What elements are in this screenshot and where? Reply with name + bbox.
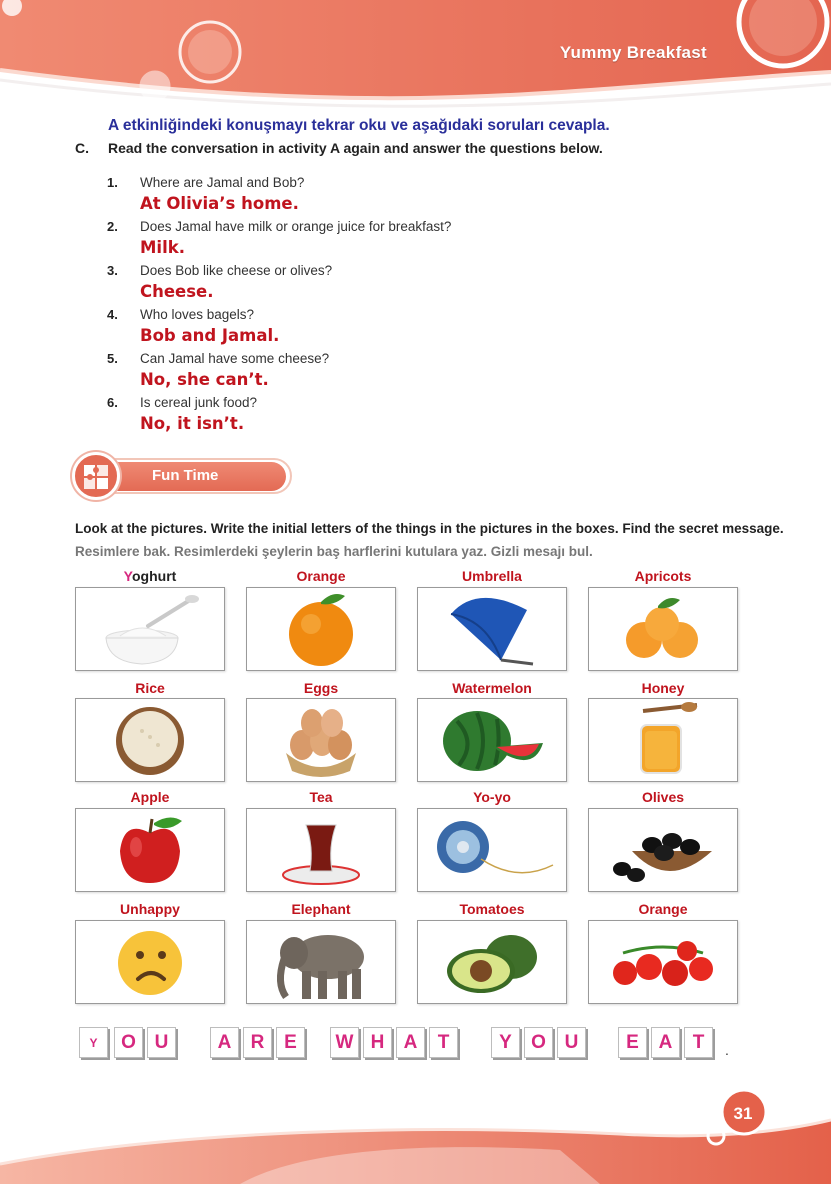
picture-label: Orange — [296, 568, 346, 584]
question-number: 4. — [107, 307, 118, 322]
question-number: 6. — [107, 395, 118, 410]
fun-time-instructions — [75, 517, 831, 563]
question-text: Does Jamal have milk or orange juice for breakfast? — [140, 219, 452, 234]
letter-box: W — [330, 1027, 359, 1058]
answer-text: Cheese. — [140, 282, 214, 301]
initial-letter: Y — [123, 568, 132, 584]
eggs-picture — [246, 698, 396, 782]
question-text: Can Jamal have some cheese? — [140, 351, 330, 366]
picture-label: Elephant — [291, 901, 351, 917]
letter-box: A — [651, 1027, 680, 1058]
umbrella-picture — [417, 587, 567, 671]
secret-message — [75, 1027, 755, 1061]
letter-box: E — [276, 1027, 305, 1058]
picture-label: Unhappy — [120, 901, 180, 917]
letter-box: H — [363, 1027, 392, 1058]
picture-label: Olives — [641, 789, 685, 805]
apple-picture — [75, 808, 225, 892]
answer-text: No, it isn’t. — [140, 414, 245, 433]
letter-box: R — [243, 1027, 272, 1058]
letter-box: A — [396, 1027, 425, 1058]
puzzle-icon — [72, 452, 120, 500]
end-period: . — [725, 1042, 729, 1058]
letter-box: O — [524, 1027, 553, 1058]
answer-text: Bob and Jamal. — [140, 326, 280, 345]
letter-box: A — [210, 1027, 239, 1058]
question-number: 5. — [107, 351, 118, 366]
letter-box: Y — [79, 1027, 108, 1058]
picture-label: Apricots — [634, 568, 692, 584]
question-text: Does Bob like cheese or olives? — [140, 263, 333, 278]
picture-label: Honey — [641, 680, 685, 696]
picture-label: Watermelon — [452, 680, 532, 696]
picture-label: Tomatoes — [459, 901, 525, 917]
question-number: 2. — [107, 219, 118, 234]
question-number: 3. — [107, 263, 118, 278]
picture-label: Tea — [309, 789, 333, 805]
label-rest: oghurt — [131, 568, 177, 584]
letter-box: O — [114, 1027, 143, 1058]
instruction-english: Read the conversation in activity A again and answer the questions below. — [108, 140, 603, 156]
question-text: Is cereal junk food? — [140, 395, 258, 410]
question-text: Where are Jamal and Bob? — [140, 175, 305, 190]
page-number: 31 — [733, 1104, 753, 1123]
letter-box: Y — [491, 1027, 520, 1058]
avocado-picture — [417, 920, 567, 1004]
activity-letter: C. — [75, 140, 89, 156]
tea-picture — [246, 808, 396, 892]
picture-label: Rice — [135, 680, 165, 696]
elephant-picture — [246, 920, 396, 1004]
letter-box: T — [429, 1027, 458, 1058]
letter-box: E — [618, 1027, 647, 1058]
fun-time-banner — [72, 452, 294, 500]
answer-text: Milk. — [140, 238, 185, 257]
picture-label: Apple — [130, 789, 170, 805]
fun-time-instruction-turkish: Resimlere bak. Resimlerdeki şeylerin baş harflerini kutulara yaz. Gizli mesajı bul. — [75, 544, 593, 559]
unit-title: Yummy Breakfast — [559, 43, 707, 62]
watermelon-picture — [417, 698, 567, 782]
answer-text: At Olivia’s home. — [140, 194, 299, 213]
olives-picture — [588, 808, 738, 892]
answer-text: No, she can’t. — [140, 370, 269, 389]
question-text: Who loves bagels? — [140, 307, 255, 322]
picture-label: Yo-yo — [473, 789, 511, 805]
letter-box: U — [557, 1027, 586, 1058]
rice-picture — [75, 698, 225, 782]
picture-label: Umbrella — [462, 568, 522, 584]
fun-time-instruction-english: Look at the pictures. Write the initial letters of the things in the pictures in the boxes. Find the secret message. — [75, 521, 784, 536]
yoghurt-picture — [75, 587, 225, 671]
unhappy-face-picture — [75, 920, 225, 1004]
orange-picture — [246, 587, 396, 671]
yo-yo-picture — [417, 808, 567, 892]
apricots-picture — [588, 587, 738, 671]
instruction-turkish: A etkinliğindeki konuşmayı tekrar oku ve aşağıdaki soruları cevapla. — [108, 117, 610, 134]
picture-label: Eggs — [303, 680, 339, 696]
tomatoes-picture — [588, 920, 738, 1004]
fun-time-label: Fun Time — [152, 467, 219, 484]
letter-box: T — [684, 1027, 713, 1058]
picture-label: Orange — [638, 901, 688, 917]
honey-picture — [588, 698, 738, 782]
letter-box: U — [147, 1027, 176, 1058]
question-number: 1. — [107, 175, 118, 190]
footer-banner — [0, 1080, 831, 1184]
picture-label-yoghurt — [75, 568, 225, 584]
